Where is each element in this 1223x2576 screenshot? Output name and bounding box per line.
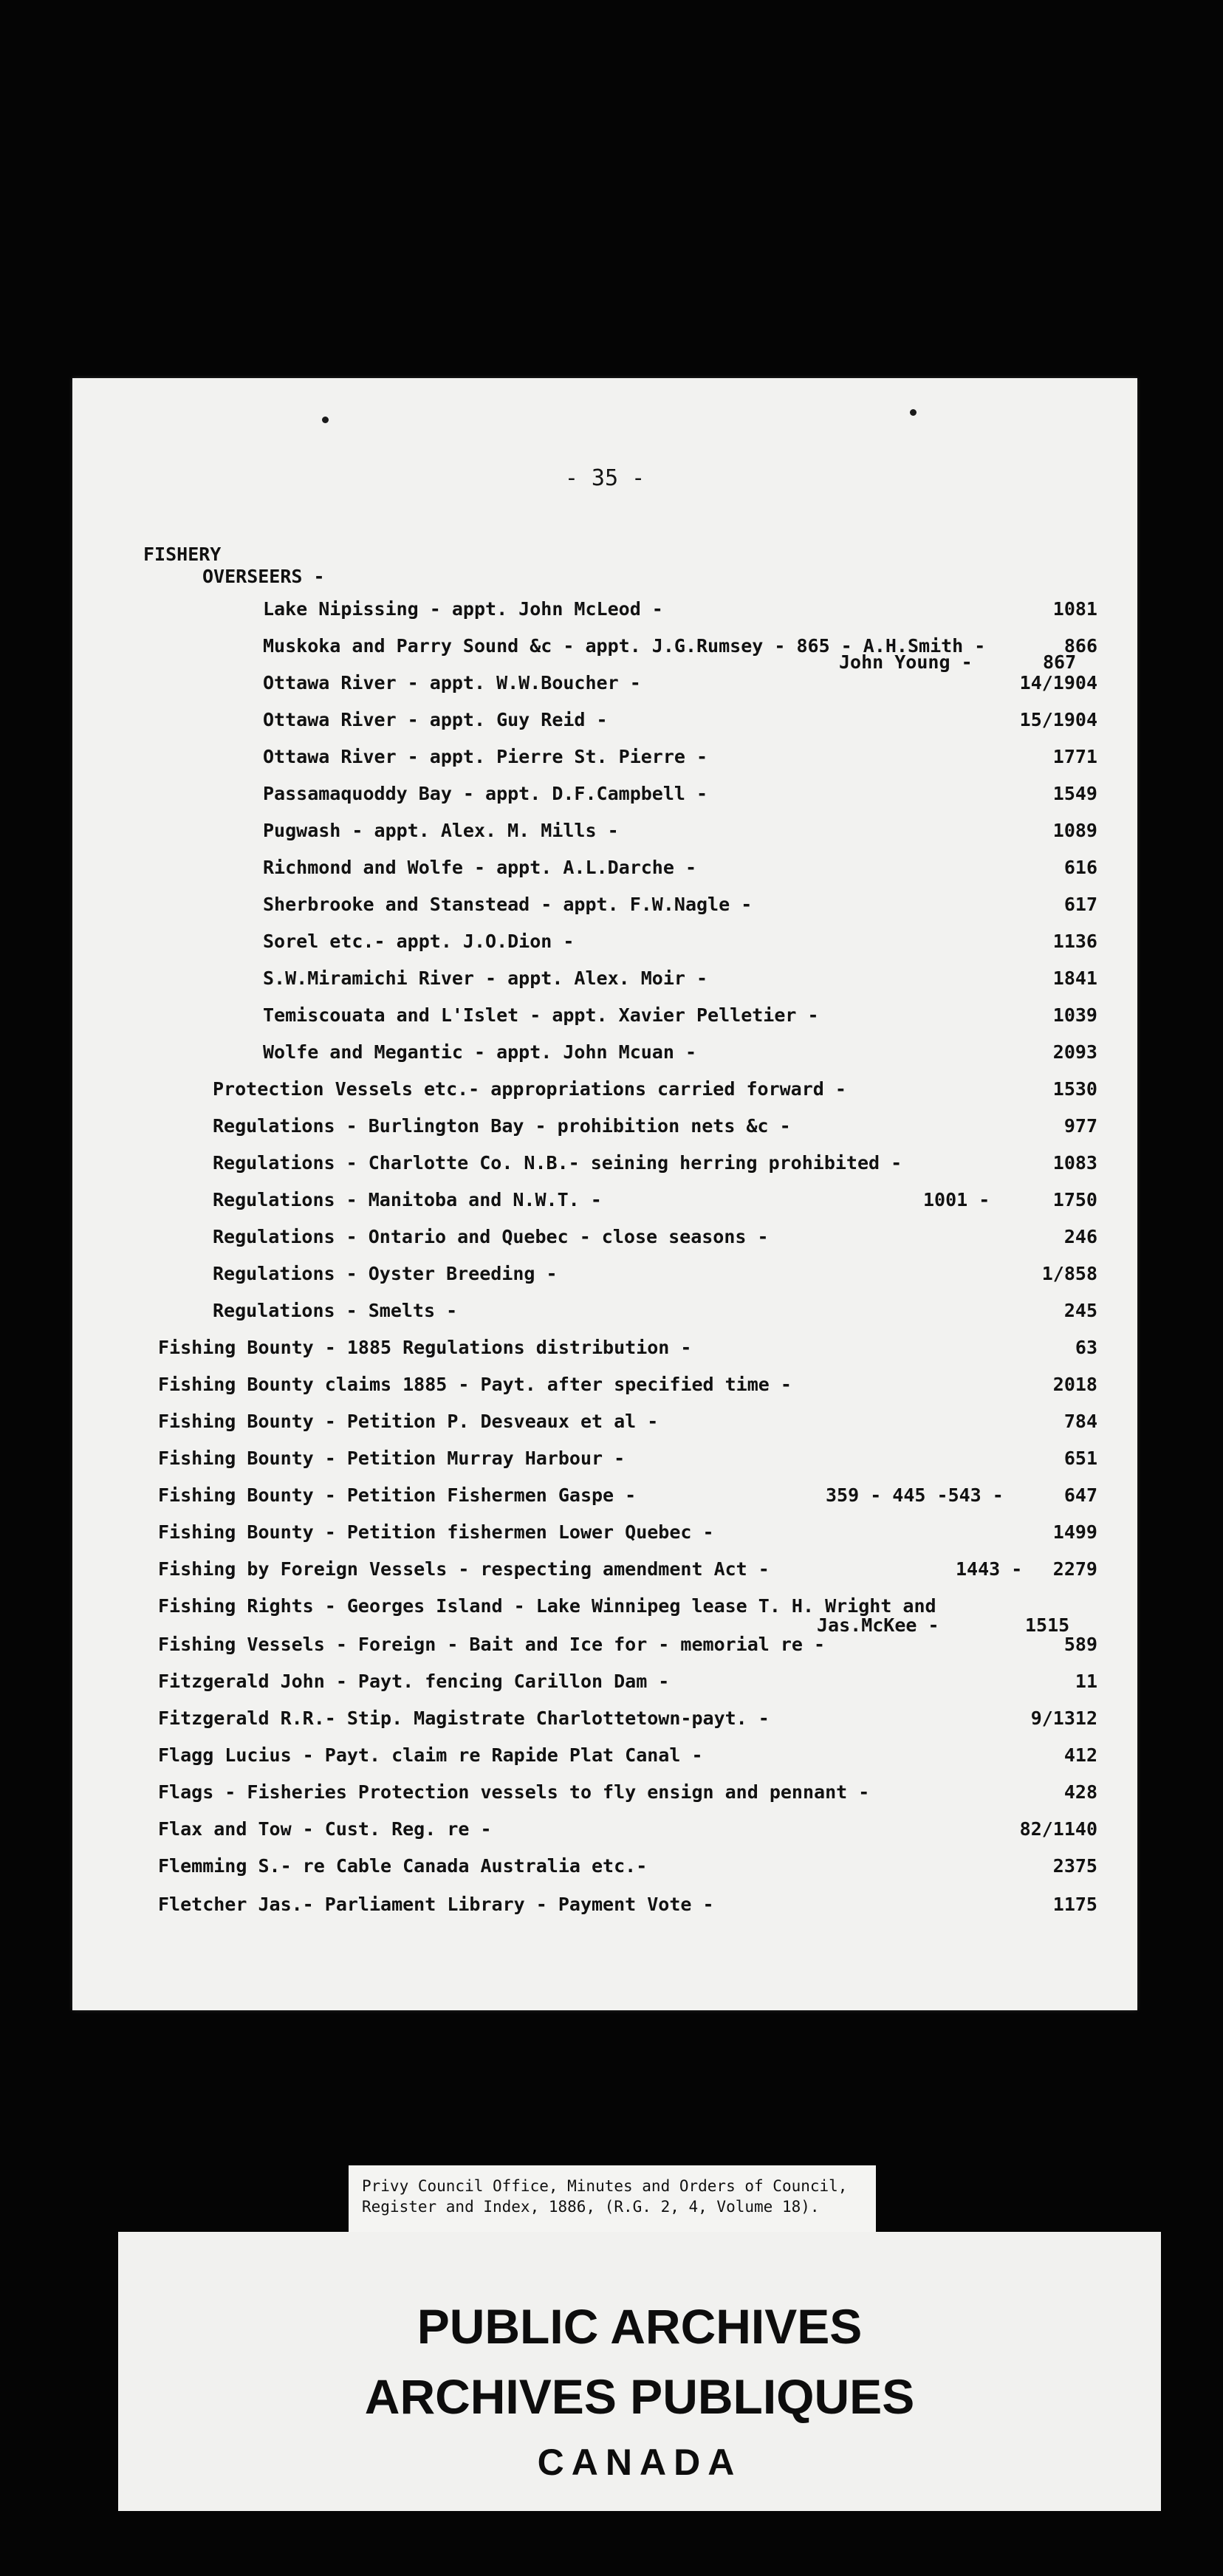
index-entry: Fishing Bounty - Petition P. Desveaux et al - 784 (158, 1411, 1097, 1432)
index-entry: Flemming S.- re Cable Canada Australia etc.- 2375 (158, 1855, 1097, 1877)
index-entry: Ottawa River - appt. Guy Reid - 15/1904 (263, 709, 1097, 730)
index-entry: Lake Nipissing - appt. John McLeod - 1081 (263, 598, 1097, 620)
stamp-line-3: CANADA (537, 2442, 742, 2483)
archive-caption (349, 2165, 876, 2236)
index-entry: Fishing by Foreign Vessels - respecting amendment Act - 1443 - 2279 (158, 1558, 1097, 1580)
index-entry: Regulations - Smelts - 245 (213, 1300, 1097, 1321)
index-entry: Temiscouata and L'Islet - appt. Xavier Pelletier - 1039 (263, 1004, 1097, 1026)
index-entry: Protection Vessels etc.- appropriations carried forward - 1530 (213, 1078, 1097, 1100)
index-entry: Wolfe and Megantic - appt. John Mcuan - 2093 (263, 1041, 1097, 1063)
index-entry: Fishing Bounty - Petition fishermen Lower Quebec - 1499 (158, 1521, 1097, 1543)
index-entry: Fitzgerald John - Payt. fencing Carillon Dam - 11 (158, 1671, 1097, 1692)
caption-line: Privy Council Office, Minutes and Orders of Council, (362, 2177, 848, 2195)
index-entry: Muskoka and Parry Sound &c - appt. J.G.Rumsey - 865 - A.H.Smith - 866 (263, 635, 1097, 657)
index-entry: Pugwash - appt. Alex. M. Mills - 1089 (263, 820, 1097, 841)
index-entry: Regulations - Oyster Breeding - 1/858 (213, 1263, 1097, 1284)
heading-overseers: OVERSEERS - (202, 566, 325, 587)
index-entry: Fishing Vessels - Foreign - Bait and Ice for - memorial re - 589 (158, 1634, 1097, 1655)
index-entry: Fitzgerald R.R.- Stip. Magistrate Charlottetown-payt. - 9/1312 (158, 1707, 1097, 1729)
index-entry: Fishing Rights - Georges Island - Lake Winnipeg lease T. H. Wright and (158, 1595, 936, 1617)
stamp-line-1: PUBLIC ARCHIVES (417, 2299, 863, 2354)
index-entry: Fishing Bounty - Petition Fishermen Gaspe - 359 - 445 -543 - 647 (158, 1484, 1097, 1506)
index-entry: Sorel etc.- appt. J.O.Dion - 1136 (263, 931, 1097, 952)
index-entry: Fletcher Jas.- Parliament Library - Payment Vote - 1175 (158, 1894, 1097, 1915)
index-entry: Flagg Lucius - Payt. claim re Rapide Plat Canal - 412 (158, 1744, 1097, 1766)
index-subref: 1515 (1025, 1614, 1070, 1636)
stamp-line-2: ARCHIVES PUBLIQUES (364, 2369, 915, 2424)
page-number: - 35 - (564, 465, 645, 491)
index-entry: Regulations - Charlotte Co. N.B.- seining herring prohibited - 1083 (213, 1152, 1097, 1174)
index-entry: Fishing Bounty - 1885 Regulations distribution - 63 (158, 1337, 1097, 1358)
heading-fishery: FISHERY (143, 544, 222, 565)
archives-stamp (118, 2232, 1161, 2511)
index-entry: Fishing Bounty - Petition Murray Harbour - 651 (158, 1448, 1097, 1469)
index-entry: Sherbrooke and Stanstead - appt. F.W.Nagle - 617 (263, 894, 1097, 915)
index-entry: Ottawa River - appt. W.W.Boucher - 14/1904 (263, 672, 1097, 693)
index-subtext: John Young - (839, 651, 973, 673)
index-entry: Regulations - Ontario and Quebec - close seasons - 246 (213, 1226, 1097, 1247)
index-entry: Passamaquoddy Bay - appt. D.F.Campbell - 1549 (263, 783, 1097, 804)
index-entry: Regulations - Manitoba and N.W.T. - 1001 - 1750 (213, 1189, 1097, 1210)
punch-mark (322, 417, 329, 423)
index-subtext: Jas.McKee - (817, 1614, 939, 1636)
document-page (72, 378, 1137, 2010)
index-entry: Regulations - Burlington Bay - prohibition nets &c - 977 (213, 1115, 1097, 1137)
index-subref: 867 (1043, 651, 1077, 673)
index-entry: Fishing Bounty claims 1885 - Payt. after specified time - 2018 (158, 1374, 1097, 1395)
index-entry: Flags - Fisheries Protection vessels to fly ensign and pennant - 428 (158, 1781, 1097, 1803)
index-entry: Flax and Tow - Cust. Reg. re - 82/1140 (158, 1818, 1097, 1840)
index-entry: Ottawa River - appt. Pierre St. Pierre - 1771 (263, 746, 1097, 767)
caption-line: Register and Index, 1886, (R.G. 2, 4, Volume 18). (362, 2198, 820, 2216)
index-entry: S.W.Miramichi River - appt. Alex. Moir - 1841 (263, 967, 1097, 989)
punch-mark (910, 409, 917, 416)
index-entry: Richmond and Wolfe - appt. A.L.Darche - 616 (263, 857, 1097, 878)
